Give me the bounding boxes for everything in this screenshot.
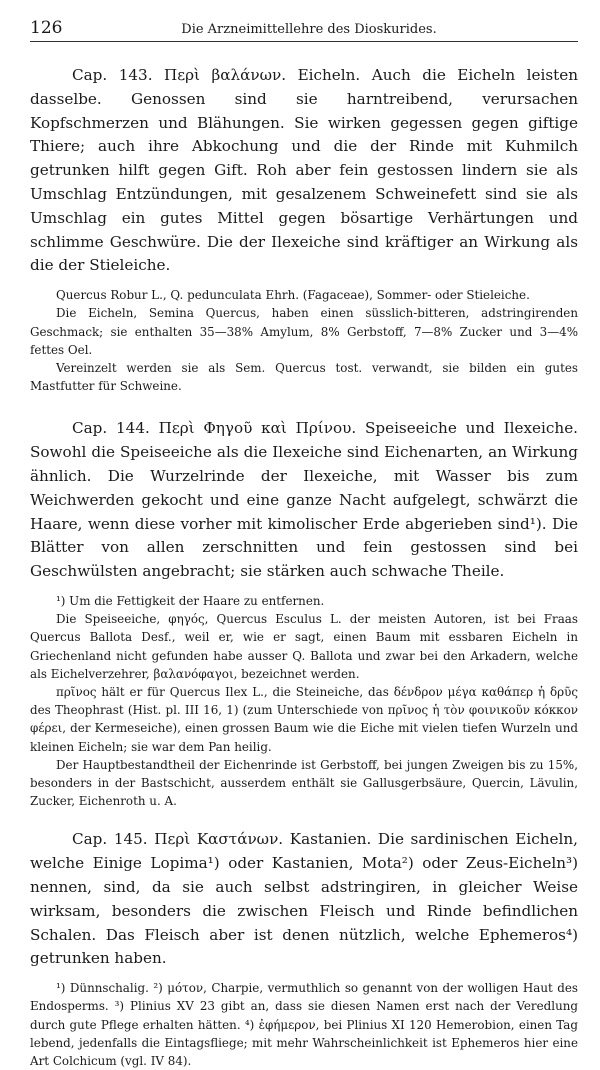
- chapter-144-note-4: Der Hauptbestandtheil der Eichenrinde ist Gerbstoff, bei jungen Zweigen bis zu 15%, besonders in der Bastschicht, ausserdem enthält sie Gallusgerbsäure, Quercin, Lävulin, Zucker, Eichenroth u. A.: [30, 757, 578, 809]
- chapter-144-text: Speiseeiche und Ilexeiche. Sowohl die Speiseeiche als die Ilexeiche sind Eichenarten, an Wirkung ähnlich. Die Wurzelrinde der Ilexeiche, mit Wasser bis zum Weichwerden gekocht und eine ganze Nacht aufgelegt, schwärzt die Haare, wenn diese vorher mit kimolischer Erde abgerieben sind¹). Die Blätter von allen zerschnitten und fein gestossen sind bei Geschwülsten angebracht; sie stärken auch schwache Theile.: [30, 419, 579, 581]
- page-header: [30, 18, 578, 42]
- chapter-145: [30, 828, 578, 1070]
- chapter-143-note-3: Vereinzelt werden sie als Sem. Quercus tost. verwandt, sie bilden ein gutes Mastfutter für Schweine.: [30, 360, 578, 394]
- chapter-144-notes: [30, 592, 578, 810]
- chapter-143-note-2: Die Eicheln, Semina Quercus, haben einen süsslich-bitteren, adstringirenden Geschmack; sie enthalten 35—38% Amylum, 8% Gerbstoff, 7—8% Zucker und 3—4% fettes Oel.: [30, 306, 578, 357]
- chapter-143: [30, 64, 578, 395]
- chapter-145-notes: [30, 979, 578, 1070]
- chapter-144-note-2: Die Speiseeiche, φηγός, Quercus Esculus L. der meisten Autoren, ist bei Fraas Quercus Ballota Desf., weil er, wie er sagt, einen Baum mit essbaren Eicheln in Griechenland nicht gefunden habe ausser Q. Ballota und zwar bei den Arkadern, welche als Eichelverzehrer, βαλανόφαγοι, bezeichnet werden.: [30, 612, 578, 681]
- chapter-143-notes: [30, 286, 578, 395]
- chapter-143-note-1: Quercus Robur L., Q. pedunculata Ehrh. (Fagaceae), Sommer- oder Stieleiche.: [56, 288, 530, 303]
- chapter-145-footnotes: ¹) Dünnschalig. ²) μότον, Charpie, vermuthlich so genannt von der wolligen Haut des Endosperms. ³) Plinius XV 23 gibt an, dass sie diesen Namen erst nach der Veredlung durch gute Pflege erhalten hätten. ⁴) ἐφήμερον, bei Plinius XI 120 Hemerobion, einen Tag lebend, jedenfalls die Eintagsfliege; mit mehr Wahrscheinlichkeit ist Ephemeros hier eine Art Colchicum (vgl. IV 84).: [30, 981, 578, 1068]
- chapter-143-label: Cap. 143.: [72, 66, 153, 84]
- chapter-143-body: [30, 64, 578, 278]
- chapter-145-label: Cap. 145.: [72, 830, 148, 849]
- chapter-145-text: Kastanien. Die sardinischen Eicheln, welche Einige Lopima¹) oder Kastanien, Mota²) oder Zeus-Eicheln³) nennen, sind, da sie auch selbst adstringiren, in gleicher Weise wirksam, besonders die zwischen Fleisch und Rinde befindlichen Schalen. Das Fleisch aber ist denen nützlich, welche Ephemeros⁴) getrunken haben.: [30, 830, 578, 968]
- chapter-144: [30, 417, 578, 810]
- page-number: 126: [30, 18, 63, 38]
- chapter-145-body: [30, 828, 578, 971]
- chapter-144-body: [30, 417, 578, 584]
- chapter-143-text: Eicheln. Auch die Eicheln leisten dasselbe. Genossen sind sie harntreibend, verursachen Kopfschmerzen und Blähungen. Sie wirken gegessen gegen giftige Thiere; auch ihre Abkochung und die der Rinde mit Kuhmilch getrunken hilft gegen Gift. Roh aber fein gestossen lindern sie als Umschlag Entzündungen, mit gesalzenem Schweinefett sind sie als Umschlag ein gutes Mittel gegen bösartige Verhärtungen und schlimme Geschwüre. Die der Ilexeiche sind kräftiger an Wirkung als die der Stieleiche.: [30, 66, 579, 275]
- chapter-143-greek-title: Περὶ βαλάνων.: [164, 66, 287, 84]
- chapter-144-greek-title: Περὶ Φηγοῦ καὶ Πρίνου.: [158, 419, 357, 438]
- chapter-144-note-3: πρῖνος hält er für Quercus Ilex L., die Steineiche, das δένδρον μέγα καθάπερ ἡ δρῦς des Theophrast (Hist. pl. III 16, 1) (zum Unterschiede von πρῖνος ἡ τὸν φοινικοῦν κόκκον φέρει, der Kermeseiche), einen grossen Baum wie die Eiche mit vielen tiefen Wurzeln und kleinen Eicheln; sie war dem Pan heilig.: [30, 684, 578, 754]
- chapter-144-label: Cap. 144.: [72, 419, 150, 438]
- running-title: Die Arzneimittellehre des Dioskurides.: [181, 22, 437, 37]
- chapter-145-greek-title: Περὶ Καστάνων.: [154, 830, 284, 849]
- chapter-144-footnote-1: ¹) Um die Fettigkeit der Haare zu entfernen.: [56, 593, 325, 608]
